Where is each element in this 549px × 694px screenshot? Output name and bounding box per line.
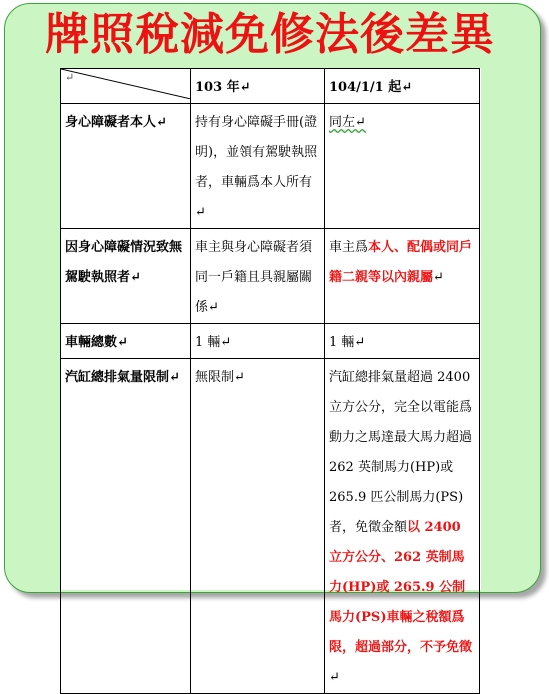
cell-old-rule: 1 輛↵ <box>191 324 325 359</box>
cell-old-rule: 持有身心障礙手冊(證明)，並領有駕駛執照者，車輛爲本人所有↵ <box>191 104 325 229</box>
row-label-disabled-self: 身心障礙者本人↵ <box>61 104 191 229</box>
paragraph-mark: ↵ <box>329 670 340 685</box>
same-as-left-text: 同左↵ <box>329 115 366 130</box>
cell-old-rule: 無限制↵ <box>191 359 325 694</box>
diagonal-line <box>61 69 191 99</box>
column-header-103: 103 年↵ <box>191 69 325 104</box>
table-row <box>61 104 480 229</box>
cell-new-rule <box>325 104 480 229</box>
corner-mark: ↵ <box>65 71 75 84</box>
cell-old-rule: 車主與身心障礙者須同一戶籍且具親屬關係↵ <box>191 229 325 324</box>
diagonal-corner-cell <box>61 69 191 104</box>
row-label-vehicle-count: 車輛總數↵ <box>61 324 191 359</box>
comparison-sheet <box>60 68 481 685</box>
table-header-row <box>61 69 480 104</box>
cell-new-rule: 1 輛↵ <box>325 324 480 359</box>
table-row <box>61 324 480 359</box>
table-row <box>61 359 480 694</box>
page-title: 牌照稅減免修法後差異 <box>45 9 495 60</box>
row-label-no-license: 因身心障礙情況致無駕駛執照者↵ <box>61 229 191 324</box>
new-rule-plain-text: 汽缸總排氣量超過 2400 立方公分，完全以電能爲動力之馬達最大馬力超過 262 英制馬力(HP)或 265.9 匹公制馬力(PS)者，免徵金額 <box>329 370 473 535</box>
cell-new-rule <box>325 229 480 324</box>
new-rule-plain-text: 車主爲 <box>329 240 369 255</box>
row-label-displacement-limit: 汽缸總排氣量限制↵ <box>61 359 191 694</box>
table-row <box>61 229 480 324</box>
comparison-table <box>60 68 480 694</box>
column-header-104: 104/1/1 起↵ <box>325 69 480 104</box>
paragraph-mark: ↵ <box>433 270 444 285</box>
cell-new-rule <box>325 359 480 694</box>
new-rule-highlight-text: 以 2400 立方公分、262 英制馬力(HP)或 265.9 公制馬力(PS)車輛之稅額爲限，超過部分，不予免徵 <box>329 520 473 655</box>
new-rule-highlight-text: 本人、配偶或同戶籍二親等以內親屬 <box>329 240 473 285</box>
